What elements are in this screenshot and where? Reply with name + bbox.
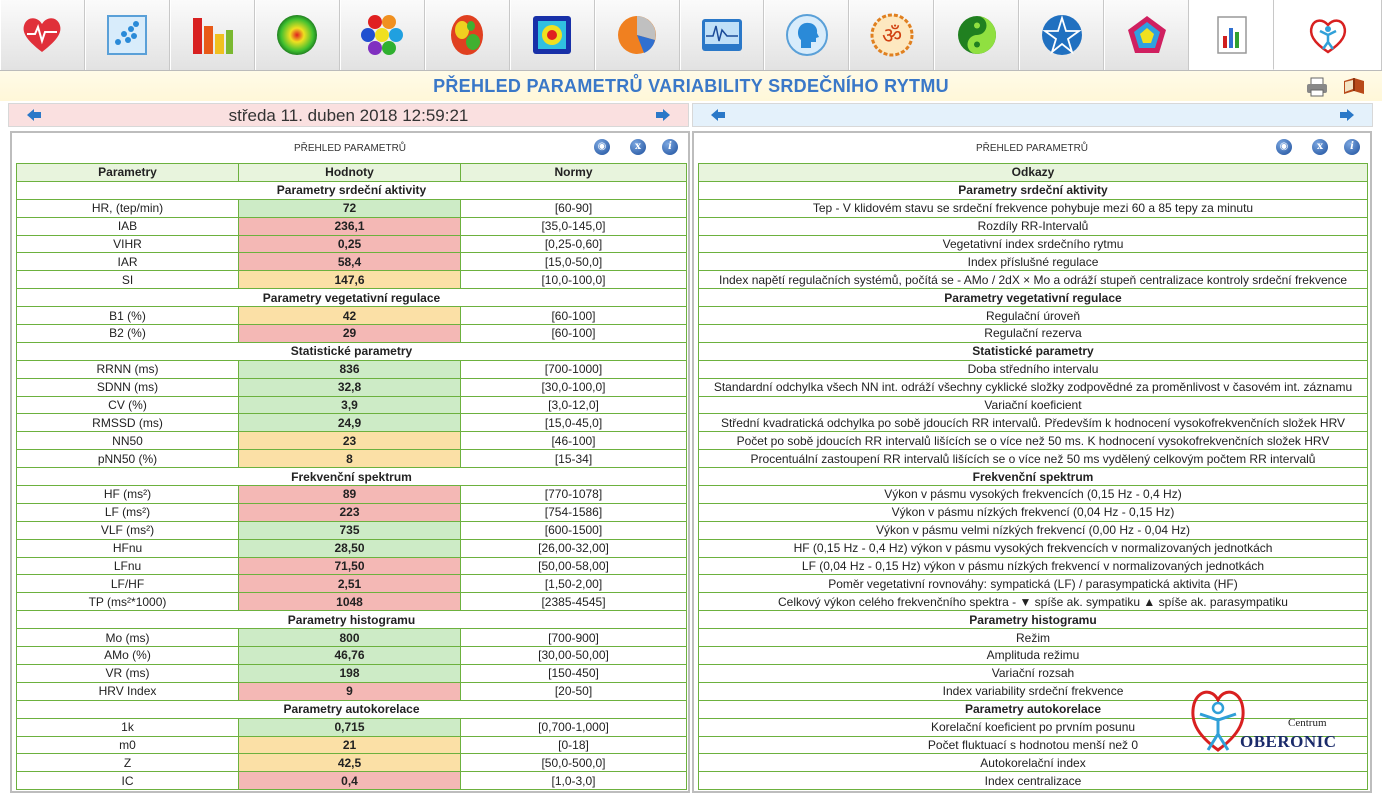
reference-text: Počet po sobě jdoucích RR intervalů lišících se o více než 50 ms. K hodnocení vysokofrekvenčních složek HRV (699, 432, 1368, 450)
hexagons-button[interactable] (340, 0, 425, 70)
parameter-value: 21 (239, 736, 461, 754)
book-icon[interactable] (1342, 76, 1366, 96)
parameter-row (17, 307, 687, 325)
parameter-row (17, 217, 687, 235)
parameter-name: LF (ms²) (17, 503, 239, 521)
yin-yang-icon (954, 12, 1000, 58)
parameters-panel (10, 131, 690, 793)
section-label: Statistické parametry (17, 342, 687, 360)
parameter-norm: [15-34] (461, 450, 687, 468)
parameter-norm: [30,00-50,00] (461, 647, 687, 665)
parameter-row (17, 754, 687, 772)
pentagram-icon (1039, 12, 1085, 58)
parameter-name: 1k (17, 718, 239, 736)
parameter-value: 9 (239, 682, 461, 700)
parameter-norm: [1,0-3,0] (461, 772, 687, 790)
parameter-value: 0,4 (239, 772, 461, 790)
parameter-norm: [150-450] (461, 664, 687, 682)
parameter-row (17, 450, 687, 468)
parameter-value: 1048 (239, 593, 461, 611)
parameter-norm: [50,00-58,00] (461, 557, 687, 575)
om-button[interactable] (849, 0, 934, 70)
reference-row (699, 378, 1368, 396)
parameter-value: 735 (239, 521, 461, 539)
printer-icon[interactable] (1306, 77, 1328, 97)
table-header-row (699, 164, 1368, 182)
reference-text: Počet fluktuací s hodnotou menší než 0 (699, 736, 1368, 754)
section-label: Frekvenční spektrum (17, 468, 687, 486)
scatter-button[interactable] (85, 0, 170, 70)
column-header-values: Hodnoty (239, 164, 461, 182)
parameter-row (17, 575, 687, 593)
reference-row (699, 539, 1368, 557)
parameter-norm: [30,0-100,0] (461, 378, 687, 396)
parameter-row (17, 271, 687, 289)
parameter-norm: [60-90] (461, 199, 687, 217)
parameter-name: CV (%) (17, 396, 239, 414)
parameter-name: SI (17, 271, 239, 289)
section-row (17, 468, 687, 486)
info-icon[interactable]: i (662, 139, 678, 155)
parameter-norm: [15,0-50,0] (461, 253, 687, 271)
reference-row (699, 486, 1368, 504)
reference-row (699, 325, 1368, 343)
reference-text: Režim (699, 629, 1368, 647)
parameter-value: 29 (239, 325, 461, 343)
parameter-value: 8 (239, 450, 461, 468)
parameter-norm: [1,50-2,00] (461, 575, 687, 593)
parameter-value: 42,5 (239, 754, 461, 772)
previous-arrow-icon[interactable] (710, 108, 726, 122)
parameter-norm: [46-100] (461, 432, 687, 450)
reference-text: Výkon v pásmu velmi nízkých frekvencí (0,00 Hz - 0,04 Hz) (699, 521, 1368, 539)
parameter-row (17, 664, 687, 682)
logo-text-centrum: Centrum (1288, 717, 1327, 729)
parameter-name: m0 (17, 736, 239, 754)
section-label: Parametry srdeční aktivity (699, 181, 1368, 199)
pentagram-button[interactable] (1019, 0, 1104, 70)
parameter-row (17, 235, 687, 253)
parameter-norm: [0,700-1,000] (461, 718, 687, 736)
reference-text: HF (0,15 Hz - 0,4 Hz) výkon v pásmu vysokých frekvencích v normalizovaných jednotkách (699, 539, 1368, 557)
section-row (699, 181, 1368, 199)
parameter-value: 28,50 (239, 539, 461, 557)
scatter-icon (104, 12, 150, 58)
logo-text-oberonic: OBERONIC (1240, 732, 1337, 751)
parameter-row (17, 414, 687, 432)
parameter-name: IC (17, 772, 239, 790)
parameter-row (17, 486, 687, 504)
parameter-value: 42 (239, 307, 461, 325)
parameter-row (17, 682, 687, 700)
yin-yang-button[interactable] (934, 0, 1019, 70)
parameter-name: HRV Index (17, 682, 239, 700)
reference-row (699, 432, 1368, 450)
spectrum-button[interactable] (510, 0, 595, 70)
parameter-value: 72 (239, 199, 461, 217)
parameter-name: TP (ms²*1000) (17, 593, 239, 611)
reference-text: Regulační rezerva (699, 325, 1368, 343)
parameter-name: IAR (17, 253, 239, 271)
parameter-row (17, 557, 687, 575)
column-header-norms: Normy (461, 164, 687, 182)
ecg-icon (699, 12, 745, 58)
svg-text:ॐ: ॐ (881, 24, 902, 49)
parameter-name: LFnu (17, 557, 239, 575)
date-navigation-left (8, 103, 689, 127)
parameter-row (17, 539, 687, 557)
parameter-norm: [754-1586] (461, 503, 687, 521)
parameter-row (17, 325, 687, 343)
reference-row (699, 414, 1368, 432)
parameter-norm: [20-50] (461, 682, 687, 700)
head-profile-icon (784, 12, 830, 58)
parameter-norm: [50,0-500,0] (461, 754, 687, 772)
chat-icon[interactable]: ◉ (1276, 139, 1292, 155)
reference-text: Výkon v pásmu vysokých frekvencích (0,15 Hz - 0,4 Hz) (699, 486, 1368, 504)
brain-map-button[interactable] (425, 0, 510, 70)
reference-text: Vegetativní index srdečního rytmu (699, 235, 1368, 253)
section-row (699, 468, 1368, 486)
reference-text: Index napětí regulačních systémů, počítá se - AMo / 2dX × Mo a odráží stupeň centralizace kontroly srdeční frekvence (699, 271, 1368, 289)
parameter-name: HF (ms²) (17, 486, 239, 504)
reference-row (699, 647, 1368, 665)
parameter-name: SDNN (ms) (17, 378, 239, 396)
reference-text: Procentuální zastoupení RR intervalů lišících se o více než 50 ms vydělený celkovým počtem RR intervalů (699, 450, 1368, 468)
parameter-value: 0,25 (239, 235, 461, 253)
parameter-name: AMo (%) (17, 647, 239, 665)
section-label: Statistické parametry (699, 342, 1368, 360)
heart-button[interactable] (0, 0, 85, 70)
parameter-norm: [0-18] (461, 736, 687, 754)
close-icon[interactable]: x (630, 139, 646, 155)
parameter-name: Z (17, 754, 239, 772)
section-label: Parametry vegetativní regulace (17, 289, 687, 307)
parameter-row (17, 396, 687, 414)
reference-text: Rozdíly RR-Intervalů (699, 217, 1368, 235)
oberonic-heart-icon (1188, 682, 1248, 756)
reference-row (699, 271, 1368, 289)
section-label: Parametry vegetativní regulace (699, 289, 1368, 307)
parameter-row (17, 253, 687, 271)
close-icon[interactable]: x (1312, 139, 1328, 155)
report-chart-button[interactable] (1189, 0, 1274, 70)
parameter-value: 58,4 (239, 253, 461, 271)
reference-text: Střední kvadratická odchylka po sobě jdoucích RR intervalů. Především k hodnocení vysokofrekvenčních složek HRV (699, 414, 1368, 432)
section-label: Parametry srdeční aktivity (17, 181, 687, 199)
info-icon[interactable]: i (1344, 139, 1360, 155)
section-row (699, 289, 1368, 307)
title-bar (0, 71, 1382, 101)
reference-text: Tep - V klidovém stavu se srdeční frekvence pohybuje mezi 60 a 85 tepy za minutu (699, 199, 1368, 217)
parameter-name: LF/HF (17, 575, 239, 593)
reference-text: Poměr vegetativní rovnováhy: sympatická (LF) / parasympatická aktivita (HF) (699, 575, 1368, 593)
parameter-name: VIHR (17, 235, 239, 253)
parameter-name: RRNN (ms) (17, 360, 239, 378)
parameter-name: VLF (ms²) (17, 521, 239, 539)
parameter-norm: [10,0-100,0] (461, 271, 687, 289)
reference-row (699, 772, 1368, 790)
next-arrow-icon[interactable] (1339, 108, 1355, 122)
parameter-row (17, 647, 687, 665)
reference-row (699, 629, 1368, 647)
section-row (17, 700, 687, 718)
reference-text: Autokorelační index (699, 754, 1368, 772)
parameter-value: 223 (239, 503, 461, 521)
reference-row (699, 235, 1368, 253)
parameter-name: pNN50 (%) (17, 450, 239, 468)
column-header-parameters: Parametry (17, 164, 239, 182)
parameter-row (17, 772, 687, 790)
parameter-name: IAB (17, 217, 239, 235)
section-row (17, 181, 687, 199)
parameter-row (17, 593, 687, 611)
section-label: Parametry autokorelace (17, 700, 687, 718)
parameter-name: VR (ms) (17, 664, 239, 682)
section-row (17, 611, 687, 629)
section-row (17, 342, 687, 360)
reference-row (699, 253, 1368, 271)
reference-text: Výkon v pásmu nízkých frekvencí (0,04 Hz - 0,15 Hz) (699, 503, 1368, 521)
reference-row (699, 217, 1368, 235)
reference-text: Index centralizace (699, 772, 1368, 790)
parameter-norm: [15,0-45,0] (461, 414, 687, 432)
parameter-value: 3,9 (239, 396, 461, 414)
chat-icon[interactable]: ◉ (594, 139, 610, 155)
parameter-name: NN50 (17, 432, 239, 450)
pentagon-chart-icon (1124, 12, 1170, 58)
section-row (699, 342, 1368, 360)
parameter-norm: [700-900] (461, 629, 687, 647)
reference-text: LF (0,04 Hz - 0,15 Hz) výkon v pásmu nízkých frekvencí v normalizovaných jednotkách (699, 557, 1368, 575)
parameter-norm: [60-100] (461, 307, 687, 325)
reference-text: Celkový výkon celého frekvenčního spektra - ▼ spíše ak. sympatiku ▲ spíše ak. parasympatiku (699, 593, 1368, 611)
reference-text: Variační koeficient (699, 396, 1368, 414)
reference-text: Standardní odchylka všech NN int. odráží všechny cyklické složky zodpovědné za proměnlivost v časovém int. záznamu (699, 378, 1368, 396)
reference-row (699, 754, 1368, 772)
parameter-name: Mo (ms) (17, 629, 239, 647)
parameter-row (17, 736, 687, 754)
parameter-row (17, 521, 687, 539)
om-icon (869, 12, 915, 58)
hexagons-icon (359, 12, 405, 58)
parameter-row (17, 432, 687, 450)
parameter-norm: [0,25-0,60] (461, 235, 687, 253)
parameter-value: 0,715 (239, 718, 461, 736)
parameter-row (17, 199, 687, 217)
parameter-value: 23 (239, 432, 461, 450)
parameter-row (17, 629, 687, 647)
reference-row (699, 575, 1368, 593)
reference-row (699, 396, 1368, 414)
parameter-value: 46,76 (239, 647, 461, 665)
section-label: Frekvenční spektrum (699, 468, 1368, 486)
parameter-row (17, 378, 687, 396)
parameter-value: 32,8 (239, 378, 461, 396)
spectrum-icon (529, 12, 575, 58)
oberonic-logo (1188, 682, 1338, 756)
parameter-value: 198 (239, 664, 461, 682)
column-header-references: Odkazy (699, 164, 1368, 182)
sphere-button[interactable] (255, 0, 340, 70)
page-title: PŘEHLED PARAMETRŮ VARIABILITY SRDEČNÍHO RYTMU (433, 76, 949, 96)
reference-row (699, 557, 1368, 575)
reference-row (699, 593, 1368, 611)
reference-row (699, 199, 1368, 217)
reference-row (699, 664, 1368, 682)
next-arrow-icon[interactable] (655, 108, 671, 122)
pentagon-chart-button[interactable] (1104, 0, 1189, 70)
reference-text: Regulační úroveň (699, 307, 1368, 325)
parameter-norm: [770-1078] (461, 486, 687, 504)
parameter-value: 836 (239, 360, 461, 378)
parameter-row (17, 360, 687, 378)
date-navigation-right (692, 103, 1373, 127)
parameter-norm: [60-100] (461, 325, 687, 343)
oberonic-logo-icon (1305, 12, 1351, 58)
parameter-norm: [26,00-32,00] (461, 539, 687, 557)
report-chart-icon (1209, 12, 1255, 58)
brain-map-icon (444, 12, 490, 58)
parameters-table (16, 163, 687, 790)
section-row (17, 289, 687, 307)
reference-row (699, 307, 1368, 325)
module-toolbar (0, 0, 1382, 71)
reference-row (699, 503, 1368, 521)
bar-chart-button[interactable] (170, 0, 255, 70)
session-date: středa 11. duben 2018 12:59:21 (228, 106, 469, 125)
section-row (699, 611, 1368, 629)
parameter-row (17, 503, 687, 521)
reference-text: Korelační koeficient po prvním posunu (699, 718, 1368, 736)
parameter-row (17, 718, 687, 736)
parameter-name: HR, (tep/min) (17, 199, 239, 217)
reference-row (699, 521, 1368, 539)
reference-text: Index příslušné regulace (699, 253, 1368, 271)
parameter-value: 800 (239, 629, 461, 647)
parameter-value: 71,50 (239, 557, 461, 575)
section-label: Parametry histogramu (699, 611, 1368, 629)
pie-chart-button[interactable] (595, 0, 680, 70)
reference-row (699, 450, 1368, 468)
parameter-name: RMSSD (ms) (17, 414, 239, 432)
parameter-value: 2,51 (239, 575, 461, 593)
reference-row (699, 360, 1368, 378)
parameter-norm: [600-1500] (461, 521, 687, 539)
bar-chart-icon (189, 12, 235, 58)
parameter-value: 236,1 (239, 217, 461, 235)
heart-icon (19, 12, 65, 58)
parameter-norm: [2385-4545] (461, 593, 687, 611)
section-label: Parametry autokorelace (699, 700, 1368, 718)
panel-title: PŘEHLED PARAMETRŮ (975, 143, 1089, 154)
parameter-norm: [3,0-12,0] (461, 396, 687, 414)
panel-title: PŘEHLED PARAMETRŮ (293, 143, 407, 154)
ecg-button[interactable] (680, 0, 765, 70)
table-header-row (17, 164, 687, 182)
parameter-value: 24,9 (239, 414, 461, 432)
panel-header (694, 133, 1370, 163)
head-profile-button[interactable] (764, 0, 849, 70)
pie-chart-icon (614, 12, 660, 58)
reference-text: Index variability srdeční frekvence (699, 682, 1368, 700)
parameter-name: HFnu (17, 539, 239, 557)
parameter-value: 89 (239, 486, 461, 504)
parameter-name: B2 (%) (17, 325, 239, 343)
parameter-norm: [35,0-145,0] (461, 217, 687, 235)
panel-header (12, 133, 688, 163)
parameter-norm: [700-1000] (461, 360, 687, 378)
oberonic-home-button[interactable] (1274, 0, 1382, 70)
parameter-value: 147,6 (239, 271, 461, 289)
parameter-name: B1 (%) (17, 307, 239, 325)
reference-text: Variační rozsah (699, 664, 1368, 682)
reference-text: Amplituda režimu (699, 647, 1368, 665)
reference-text: Doba středního intervalu (699, 360, 1368, 378)
section-label: Parametry histogramu (17, 611, 687, 629)
sphere-icon (274, 12, 320, 58)
